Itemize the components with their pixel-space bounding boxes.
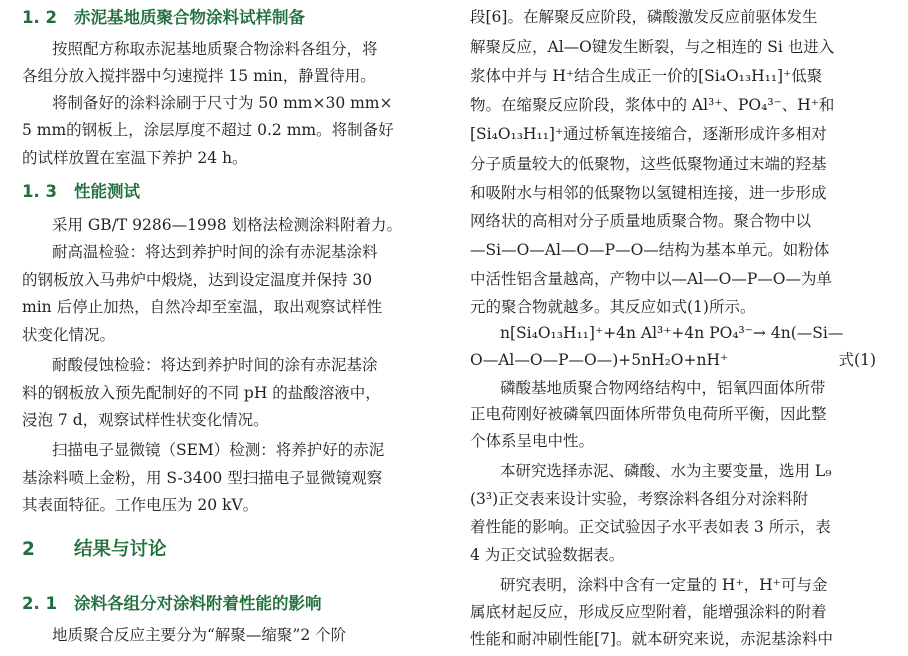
text-line: 各组分放入搅拌器中匀速搅拌 15 min，静置待用。 — [22, 67, 376, 85]
text-line: 按照配方称取赤泥基地质聚合物涂料各组分，将 — [52, 40, 378, 58]
text-line: 正电荷刚好被磷氧四面体所带负电荷所平衡，因此整 — [470, 405, 827, 423]
text-line: 属底材起反应，形成反应型附着，能增强涂料的附着 — [470, 603, 827, 621]
text-line: 状变化情况。 — [22, 326, 116, 344]
equation-number: 式(1) — [838, 351, 876, 369]
text-line: 网络状的高相对分子质量地质聚合物。聚合物中以 — [470, 212, 812, 230]
section-heading-1-2 — [22, 7, 305, 29]
section-title: 结果与讨论 — [74, 539, 167, 560]
equation-line: n[Si₄O₁₃H₁₁]⁺+4n Al³⁺+4n PO₄³⁻→ 4n(—Si— — [500, 324, 844, 342]
text-line: 的试样放置在室温下养护 24 h。 — [22, 149, 248, 167]
text-line: 5 mm的钢板上，涂层厚度不超过 0.2 mm。将制备好 — [22, 121, 394, 139]
section-title: 性能测试 — [74, 182, 140, 201]
section-number: 1. 3 — [22, 182, 57, 201]
text-line: 的钢板放入马弗炉中煅烧，达到设定温度并保持 30 — [22, 271, 373, 289]
text-line: min 后停止加热，自然冷却至室温，取出观察试样性 — [22, 298, 383, 316]
text-line: 耐高温检验：将达到养护时间的涂有赤泥基涂料 — [52, 243, 378, 261]
text-line: 段[6]。在解聚反应阶段，磷酸激发反应前驱体发生 — [470, 8, 818, 26]
section-number: 1. 2 — [22, 8, 57, 27]
text-line: 料的钢板放入预先配制好的不同 pH 的盐酸溶液中， — [22, 384, 381, 402]
text-line: (3³)正交表来设计实验，考察涂料各组分对涂料附 — [470, 490, 809, 508]
text-line: 其表面特征。工作电压为 20 kV。 — [22, 496, 259, 514]
text-line: 采用 GB/T 9286—1998 划格法检测涂料附着力。 — [52, 216, 403, 234]
text-line: 地质聚合反应主要分为“解聚—缩聚”2 个阶 — [52, 626, 347, 644]
section-heading-1-3 — [22, 181, 140, 203]
text-line: 扫描电子显微镜（SEM）检测：将养护好的赤泥 — [52, 441, 385, 459]
text-line: 性能和耐冲刷性能[7]。就本研究来说，赤泥基涂料中 — [470, 630, 833, 648]
text-line: 磷酸基地质聚合物网络结构中，铝氧四面体所带 — [500, 379, 826, 397]
text-line: 将制备好的涂料涂刷于尺寸为 50 mm×30 mm× — [52, 94, 393, 112]
text-line: 解聚反应，Al—O键发生断裂，与之相连的 Si 也进入 — [470, 38, 835, 56]
text-line: 耐酸侵蚀检验：将达到养护时间的涂有赤泥基涂 — [52, 356, 378, 374]
text-line: 着性能的影响。正交试验因子水平表如表 3 所示，表 — [470, 518, 831, 536]
section-title: 涂料各组分对涂料附着性能的影响 — [74, 594, 322, 613]
text-line: 4 为正交试验数据表。 — [470, 546, 625, 564]
text-line: [Si₄O₁₃H₁₁]⁺通过桥氧连接缩合，逐渐形成许多相对 — [470, 125, 827, 143]
text-line: 和吸附水与相邻的低聚物以氢键相连接，进一步形成 — [470, 184, 827, 202]
text-line: 中活性铝含量越高，产物中以—Al—O—P—O—为单 — [470, 270, 832, 288]
section-heading-2 — [22, 539, 167, 561]
text-line: 浆体中并与 H⁺结合生成正一价的[Si₄O₁₃H₁₁]⁺低聚 — [470, 67, 823, 85]
section-number: 2 — [22, 539, 35, 560]
text-line: 个体系呈电中性。 — [470, 432, 595, 450]
text-line: 分子质量较大的低聚物，这些低聚物通过末端的羟基 — [470, 155, 827, 173]
equation-line — [470, 350, 888, 370]
equation-text: O—Al—O—P—O—)+5nH₂O+nH⁺ — [470, 351, 729, 369]
section-title: 赤泥基地质聚合物涂料试样制备 — [74, 8, 305, 27]
text-line: 浸泡 7 d，观察试样性状变化情况。 — [22, 411, 269, 429]
section-heading-2-1 — [22, 593, 322, 615]
text-line: 基涂料喷上金粉，用 S-3400 型扫描电子显微镜观察 — [22, 469, 383, 487]
text-line: —Si—O—Al—O—P—O—结构为基本单元。如粉体 — [470, 241, 830, 259]
section-number: 2. 1 — [22, 594, 57, 613]
text-line: 研究表明，涂料中含有一定量的 H⁺，H⁺可与金 — [500, 576, 828, 594]
text-line: 物。在缩聚反应阶段，浆体中的 Al³⁺、PO₄³⁻、H⁺和 — [470, 96, 835, 114]
text-line: 本研究选择赤泥、磷酸、水为主要变量，选用 L₉ — [500, 462, 832, 480]
text-line: 元的聚合物就越多。其反应如式(1)所示。 — [470, 298, 756, 316]
